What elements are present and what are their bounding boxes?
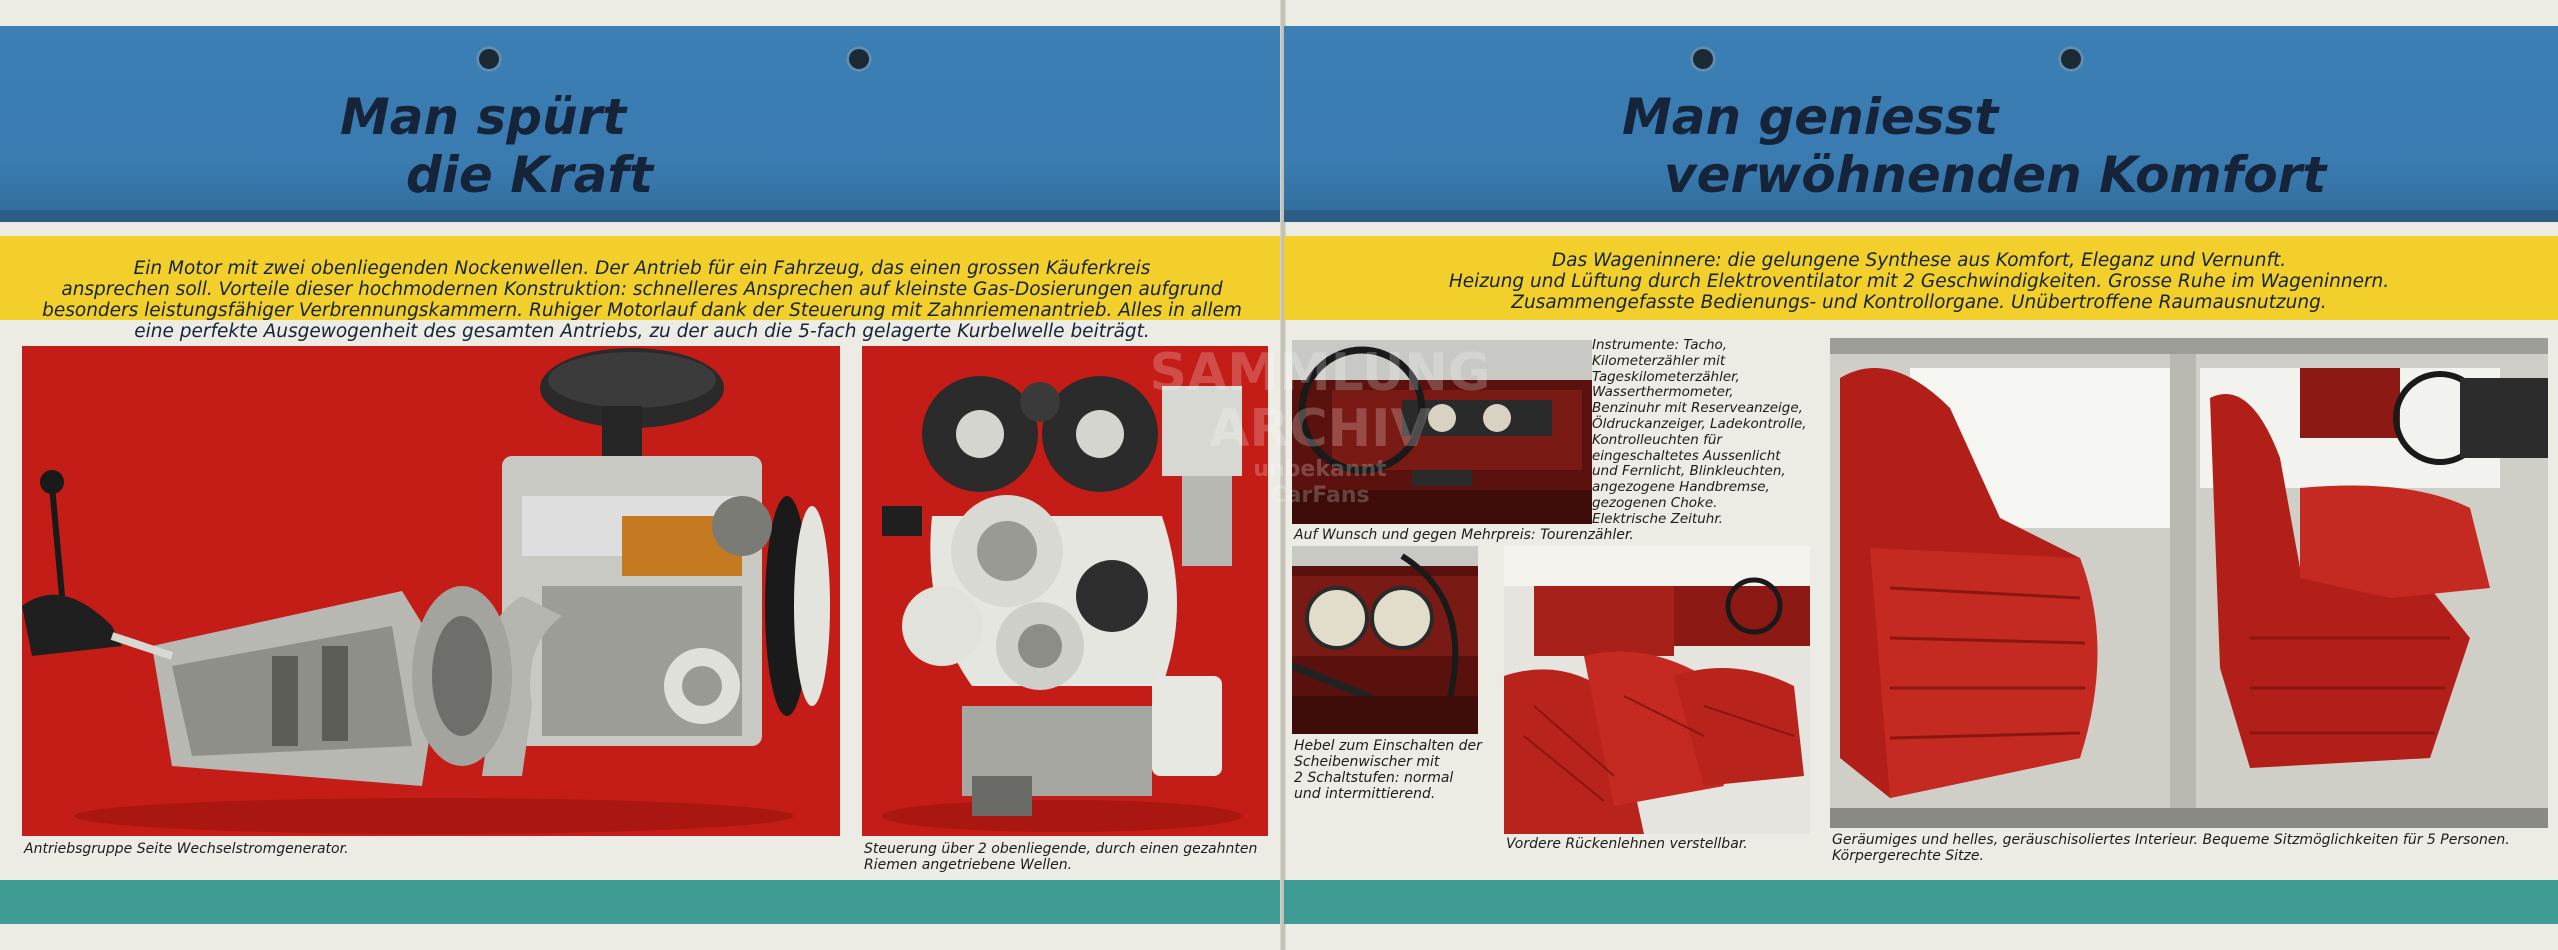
- caption-line: eingeschaltetes Aussenlicht: [1592, 447, 1781, 464]
- punch-hole: [846, 46, 872, 72]
- teal-footer-band: [1284, 880, 2558, 924]
- caption-line: Steuerung über 2 obenliegende, durch einen gezahnten: [864, 841, 1258, 857]
- front-seats-photo: [1504, 546, 1810, 834]
- caption-wiper: [1294, 738, 1482, 802]
- teal-footer-band: [0, 880, 1284, 924]
- front-seats-illustration: [1504, 546, 1810, 834]
- drivetrain-photo: [22, 346, 840, 836]
- caption-line: Elektrische Zeituhr.: [1592, 510, 1723, 527]
- caption-line: Instrumente: Tacho,: [1592, 337, 1728, 353]
- headline-line: verwöhnenden Komfort: [1664, 146, 2327, 204]
- caption-line: Körpergerechte Sitze.: [1832, 848, 1984, 864]
- interior-illustration: [1830, 338, 2548, 828]
- headline-line: die Kraft: [406, 146, 654, 204]
- watermark-line: unbekannt: [1253, 457, 1387, 482]
- tachometer-illustration: [1292, 546, 1478, 734]
- intro-line: eine perfekte Ausgewogenheit des gesamten Antriebs, zu der auch die 5-fach gelagerte Kurbelwelle beiträgt.: [134, 321, 1150, 342]
- interior-photo: [1830, 338, 2548, 828]
- caption-line: Wasserthermometer,: [1592, 384, 1734, 401]
- drivetrain-illustration: [22, 346, 840, 836]
- caption-line: gezogenen Choke.: [1592, 494, 1718, 511]
- right-headline: [1622, 88, 2326, 204]
- caption-line: Antriebsgruppe Seite Wechselstromgenerator.: [24, 841, 349, 857]
- caption-line: Tageskilometerzähler,: [1592, 368, 1740, 385]
- intro-line: besonders leistungsfähiger Verbrennungskammern. Ruhiger Motorlauf dank der Steuerung mit Zahnriemenantrieb. Alles in allem: [42, 300, 1242, 321]
- intro-line: ansprechen soll. Vorteile dieser hochmodernen Konstruktion: schnelleres Ansprechen auf kleinste Gas-Dosierungen aufgrund: [61, 279, 1223, 300]
- punch-hole: [2058, 46, 2084, 72]
- caption-tachometer: [1294, 527, 1634, 543]
- punch-hole: [476, 46, 502, 72]
- left-intro-text: [20, 258, 1264, 342]
- caption-seats-front: [1506, 836, 1748, 852]
- watermark-line: CarFans: [1270, 483, 1370, 508]
- caption-line: Vordere Rückenlehnen verstellbar.: [1506, 836, 1748, 852]
- watermark-line: ARCHIV: [1209, 399, 1431, 459]
- right-intro-text: [1314, 250, 2524, 313]
- caption-drivetrain: [24, 841, 349, 857]
- caption-line: Riemen angetriebene Wellen.: [864, 857, 1073, 873]
- caption-line: Scheibenwischer mit: [1294, 754, 1440, 770]
- headline-line: Man geniesst: [1622, 88, 1999, 146]
- caption-line: Benzinuhr mit Reserveanzeige,: [1592, 400, 1803, 417]
- intro-line: Das Wageninnere: die gelungene Synthese aus Komfort, Eleganz und Vernunft.: [1551, 250, 2287, 271]
- caption-interior: [1832, 832, 2510, 864]
- caption-line: 2 Schaltstufen: normal: [1294, 770, 1454, 786]
- caption-line: angezogene Handbremse,: [1592, 479, 1770, 496]
- watermark: [1090, 345, 1550, 509]
- caption-line: Kontrolleuchten für: [1592, 431, 1722, 448]
- punch-hole: [1690, 46, 1716, 72]
- tachometer-photo: [1292, 546, 1478, 734]
- caption-instruments: [1592, 338, 1807, 528]
- caption-line: Auf Wunsch und gegen Mehrpreis: Tourenzähler.: [1294, 527, 1634, 543]
- intro-line: Heizung und Lüftung durch Elektroventilator mit 2 Geschwindigkeiten. Grosse Ruhe im Wageninnern.: [1448, 271, 2390, 292]
- caption-line: Geräumiges und helles, geräuschisoliertes Interieur. Bequeme Sitzmöglichkeiten für 5 Personen.: [1832, 832, 2510, 848]
- caption-line: und intermittierend.: [1294, 786, 1436, 802]
- caption-line: Kilometerzähler mit: [1592, 352, 1726, 369]
- caption-engine-front: [864, 841, 1257, 873]
- caption-line: Hebel zum Einschalten der: [1294, 738, 1482, 754]
- caption-line: und Fernlicht, Blinkleuchten,: [1592, 463, 1786, 480]
- left-headline: [340, 88, 653, 204]
- watermark-line: SAMMLUNG: [1149, 343, 1491, 403]
- caption-line: Öldruckanzeiger, Ladekontrolle,: [1592, 415, 1807, 432]
- intro-line: Zusammengefasste Bedienungs- und Kontrollorgane. Unübertroffene Raumausnutzung.: [1511, 292, 2327, 313]
- intro-line: Ein Motor mit zwei obenliegenden Nockenwellen. Der Antrieb für ein Fahrzeug, das einen grossen Käuferkreis: [133, 258, 1151, 279]
- headline-line: Man spürt: [340, 88, 627, 146]
